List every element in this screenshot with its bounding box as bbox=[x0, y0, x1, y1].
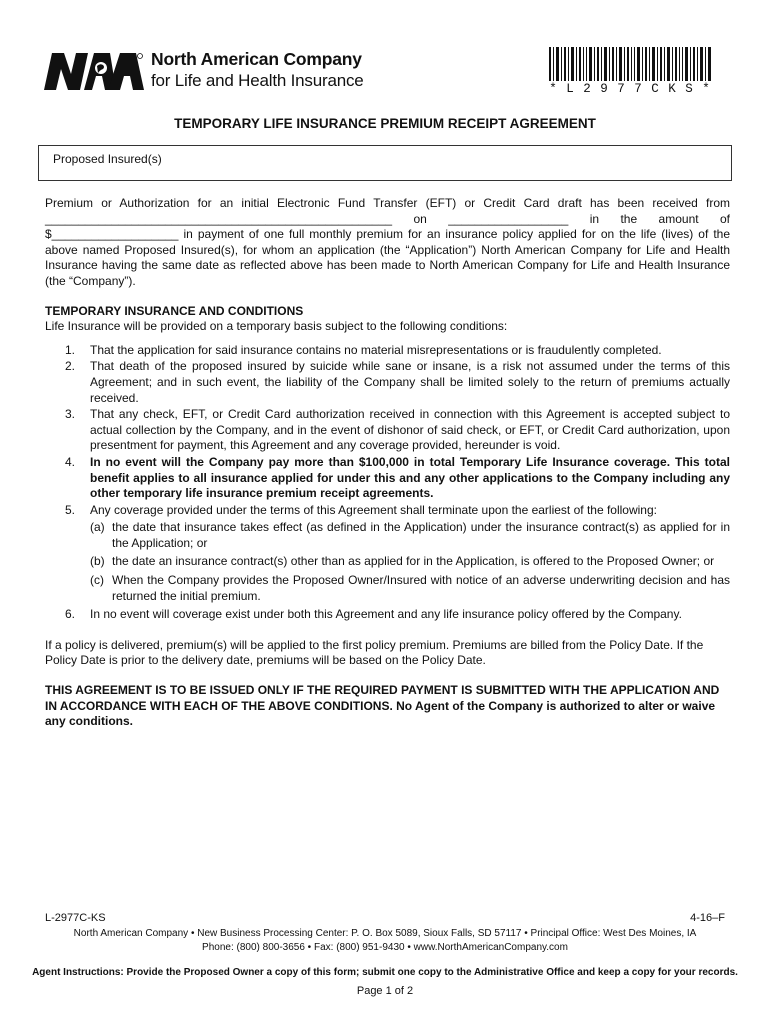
conditions-list bbox=[45, 343, 730, 623]
proposed-insured-label: Proposed Insured(s) bbox=[53, 152, 162, 166]
document-title: TEMPORARY LIFE INSURANCE PREMIUM RECEIPT AGREEMENT bbox=[174, 116, 596, 131]
agreement-body bbox=[45, 196, 730, 730]
policy-paragraph: If a policy is delivered, premium(s) will be applied to the first policy premium. Premiums are billed from the Policy Date. If the Policy Date is prior to the delivery date, premiums will be based on the Policy Date. bbox=[45, 637, 704, 668]
company-name-block bbox=[151, 51, 364, 89]
form-revision: 4-16–F bbox=[690, 912, 725, 924]
company-name: North American Company bbox=[151, 49, 362, 69]
sub-condition-item: (b) the date an insurance contract(s) other than as applied for in the Application, is offered to the Proposed Owner; or bbox=[90, 554, 715, 569]
page-number: Page 1 of 2 bbox=[356, 985, 414, 997]
termination-sub-list bbox=[90, 520, 730, 604]
sub-condition-item: (a) the date that insurance takes effect (as defined in the Application) under the insurance contract(s) as applied for in the Application; or bbox=[90, 520, 730, 550]
agent-instructions: Agent Instructions: Provide the Proposed Owner a copy of this form; submit one copy to the Administrative Office and keep a copy for your records. bbox=[32, 967, 738, 978]
sub-condition-item: (c) When the Company provides the Proposed Owner/Insured with notice of an adverse underwriting decision and has returned the initial premium. bbox=[90, 573, 730, 603]
form-id: L-2977C-KS bbox=[45, 912, 106, 924]
footer-address: North American Company • New Business Processing Center: P. O. Box 5089, Sioux Falls, SD 57117 • Principal Office: West Des Moines, IA bbox=[73, 928, 697, 939]
condition-item: 3. That any check, EFT, or Credit Card authorization received in connection with this Agreement is accepted subject to actual collection by the Company, and in the event of dishonor of said check, or EFT, or Credit Card authorization, upon presentment for payment, this Agreement and any coverage provided, hereunder is void. bbox=[65, 407, 730, 453]
section-heading: TEMPORARY INSURANCE AND CONDITIONS bbox=[45, 303, 304, 318]
footer-contact: Phone: (800) 800-3656 • Fax: (800) 951-9430 • www.NorthAmericanCompany.com bbox=[202, 942, 568, 953]
condition-item: 2. That death of the proposed insured by suicide while sane or insane, is a risk not assumed under the terms of this Agreement; and in such event, the liability of the Company shall be limited solely to the return of premiums actually received. bbox=[65, 359, 730, 405]
condition-item: 5. Any coverage provided under the terms of this Agreement shall terminate upon the earliest of the following: (a) the date that insurance takes effect (as defined in the Application) under the insurance contract(s) as applied for in the Application; or (b) the date an insurance contract(s) other than as applied for in the Application, is offered to the Proposed Owner; or (c) When the Company provides the Proposed Owner/Insured with notice of an adverse underwriting decision and has returned the initial premium. bbox=[65, 502, 730, 603]
barcode-text: * L 2 9 7 7 C K S * bbox=[549, 82, 711, 96]
condition-item: 6. In no event will coverage exist under both this Agreement and any life insurance policy offered by the Company. bbox=[65, 607, 682, 622]
proposed-insured-field[interactable] bbox=[38, 146, 732, 181]
company-subtitle: for Life and Health Insurance bbox=[151, 70, 364, 90]
section-lead: Life Insurance will be provided on a temporary basis subject to the following conditions: bbox=[45, 319, 508, 334]
barcode bbox=[549, 47, 711, 81]
condition-item: 4. In no event will the Company pay more than $100,000 in total Temporary Life Insurance coverage. This total benefit applies to all insurance applied for under this and any other applications to the Company including any other temporary life insurance premium receipt agreements. bbox=[65, 454, 730, 501]
condition-item: 1. That the application for said insurance contains no material misrepresentations or is fraudulently completed. bbox=[65, 342, 662, 357]
intro-paragraph: Premium or Authorization for an initial Electronic Fund Transfer (EFT) or Credit Card draft has been received from ____________________________________________________ on __________________ in the amount of $___________________ in payment of one full monthly premium for an insurance policy applied for on the life (lives) of the above named Proposed Insured(s), for whom an application (the “Application”) North American Company for Life and Health Insurance having the same date as reflected above has been made to North American Company for Life and Health Insurance (the “Company”). bbox=[45, 196, 730, 288]
notice-paragraph: THIS AGREEMENT IS TO BE ISSUED ONLY IF THE REQUIRED PAYMENT IS SUBMITTED WITH THE APPLICATION AND IN ACCORDANCE WITH EACH OF THE ABOVE CONDITIONS. No Agent of the Company is authorized to alter or waive any conditions. bbox=[45, 683, 720, 729]
company-logo-icon bbox=[44, 50, 144, 90]
